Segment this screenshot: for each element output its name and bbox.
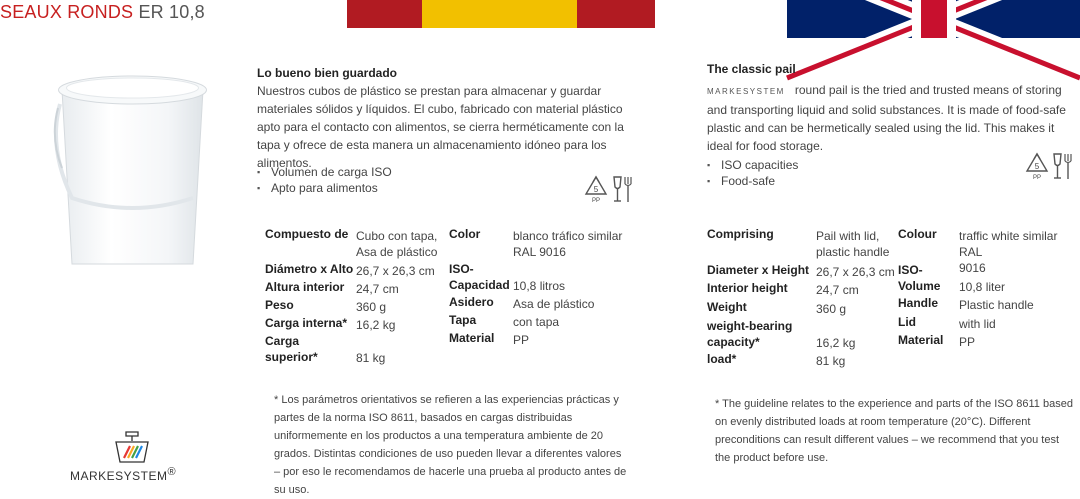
es-spec-value: Cubo con tapa, Asa de plástico: [356, 229, 438, 259]
svg-text:PP: PP: [591, 198, 601, 204]
en-spec-value: 16,2 kg: [816, 336, 856, 350]
es-spec-label: Carga superior*: [265, 334, 318, 364]
es-spec-label: Peso: [265, 298, 294, 312]
product-title: [0, 2, 205, 23]
en-spec-value: with lid: [959, 317, 996, 331]
recycle-pp-icon: [584, 175, 608, 208]
es-spec-label: Material: [449, 331, 495, 345]
glass-fork-icon: [612, 176, 634, 209]
en-spec-label: Material: [898, 333, 944, 347]
es-feature-item: ▪ Apto para alimentos: [257, 180, 392, 196]
en-heading: The classic pail: [707, 62, 796, 76]
en-spec-value: Plastic handle: [959, 298, 1034, 312]
en-footnote: * The guideline relates to the experience and parts of the ISO 8611 based on evenly distributed loads at room temperature (20°C). Different preconditions can result different values – we recommend that you test the product before use.: [715, 398, 1073, 464]
en-spec-label: ISO- Volume: [898, 263, 941, 293]
es-feature-list: [257, 164, 392, 196]
en-spec-label: Diameter x Height: [707, 263, 810, 277]
en-spec-value: 24,7 cm: [816, 283, 859, 297]
svg-text:5: 5: [593, 185, 599, 194]
glass-fork-icon: [1052, 153, 1074, 186]
svg-text:PP: PP: [1032, 175, 1042, 181]
es-spec-value: Asa de plástico: [513, 297, 595, 311]
en-brand-inline: MARKESYSTEM: [707, 87, 785, 96]
es-spec-value: PP: [513, 333, 530, 347]
es-spec-label: Altura interior: [265, 280, 345, 294]
pail-image: [40, 68, 225, 268]
recycle-pp-icon: [1025, 152, 1049, 185]
es-spec-value: con tapa: [513, 315, 560, 329]
es-spec-label: ISO- Capacidad: [449, 262, 510, 292]
en-feature-list: [707, 157, 798, 189]
svg-text:5: 5: [1034, 162, 1040, 171]
en-spec-label: Weight: [707, 300, 747, 314]
logo-name: MARKESYSTEM: [70, 469, 168, 483]
es-spec-label: Compuesto de: [265, 227, 349, 241]
es-description: Nuestros cubos de plástico se prestan para almacenar y guardar materiales sólidos y líquidos. El cubo, fabricado con material plástico apto para el contacto con alimentos, se cierra herméticamente con la tapa y ofrece de esta manera un almacenamiento idóneo para los alimentos.: [257, 84, 624, 170]
en-spec-value: Pail with lid, plastic handle: [816, 229, 890, 259]
markesystem-logo-icon: [112, 430, 152, 469]
es-spec-label: Carga interna*: [265, 316, 348, 330]
en-spec-label: Handle: [898, 296, 939, 310]
es-spec-value: 24,7 cm: [356, 282, 399, 296]
en-spec-value: 10,8 liter: [959, 280, 1006, 294]
spanish-flag-banner: [347, 0, 655, 28]
es-spec-label: Color: [449, 227, 481, 241]
en-spec-value: 360 g: [816, 302, 847, 316]
en-spec-label: Colour: [898, 227, 937, 241]
en-spec-label: Interior height: [707, 281, 788, 295]
en-spec-value: 26,7 x 26,3 cm: [816, 265, 895, 279]
es-spec-value: blanco tráfico similar RAL 9016: [513, 229, 623, 259]
en-spec-value: PP: [959, 335, 976, 349]
en-feature-item: ▪ ISO capacities: [707, 157, 798, 173]
es-spec-label: Asidero: [449, 295, 494, 309]
es-footnote: * Los parámetros orientativos se refieren a las experiencias prácticas y partes de la norma ISO 8611, basados en cargas distribuidas uniformemente en los productos a una temperatura ambiente de 20 grados. Distintas condiciones de uso pueden llevar a diferentes valores – por eso le recomendamos de hacerle una prueba al producto antes de su uso.: [274, 394, 627, 496]
es-spec-value: 360 g: [356, 300, 387, 314]
es-spec-label: Diámetro x Alto: [265, 262, 354, 276]
en-spec-label: load*: [707, 352, 737, 366]
uk-flag-banner: [787, 0, 1080, 38]
es-spec-value: 26,7 x 26,3 cm: [356, 264, 435, 278]
es-spec-value: 10,8 litros: [513, 279, 566, 293]
en-description-text: round pail is the tried and trusted means of storing and transporting liquid and solid substances. It is made of food-safe plastic and can be hermetically sealed using the lid. This makes it ideal for food storage.: [707, 83, 1066, 153]
en-spec-label: Comprising: [707, 227, 774, 241]
logo-registered-mark: ®: [167, 466, 177, 478]
es-spec-label: Tapa: [449, 313, 477, 327]
en-spec-value: traffic white similar RAL 9016: [959, 229, 1058, 275]
es-spec-value: 81 kg: [356, 351, 386, 365]
es-spec-value: 16,2 kg: [356, 318, 396, 332]
en-description: [707, 81, 1077, 155]
product-family: SEAUX RONDS: [0, 2, 134, 22]
en-feature-item: ▪ Food-safe: [707, 173, 798, 189]
en-spec-value: 81 kg: [816, 354, 846, 368]
markesystem-logo: [70, 466, 176, 483]
es-heading: Lo bueno bien guardado: [257, 66, 397, 80]
es-feature-item: ▪ Volumen de carga ISO: [257, 164, 392, 180]
en-spec-label: Lid: [898, 315, 916, 329]
product-model: ER 10,8: [138, 2, 205, 22]
en-spec-label: weight-bearing capacity*: [707, 319, 793, 349]
